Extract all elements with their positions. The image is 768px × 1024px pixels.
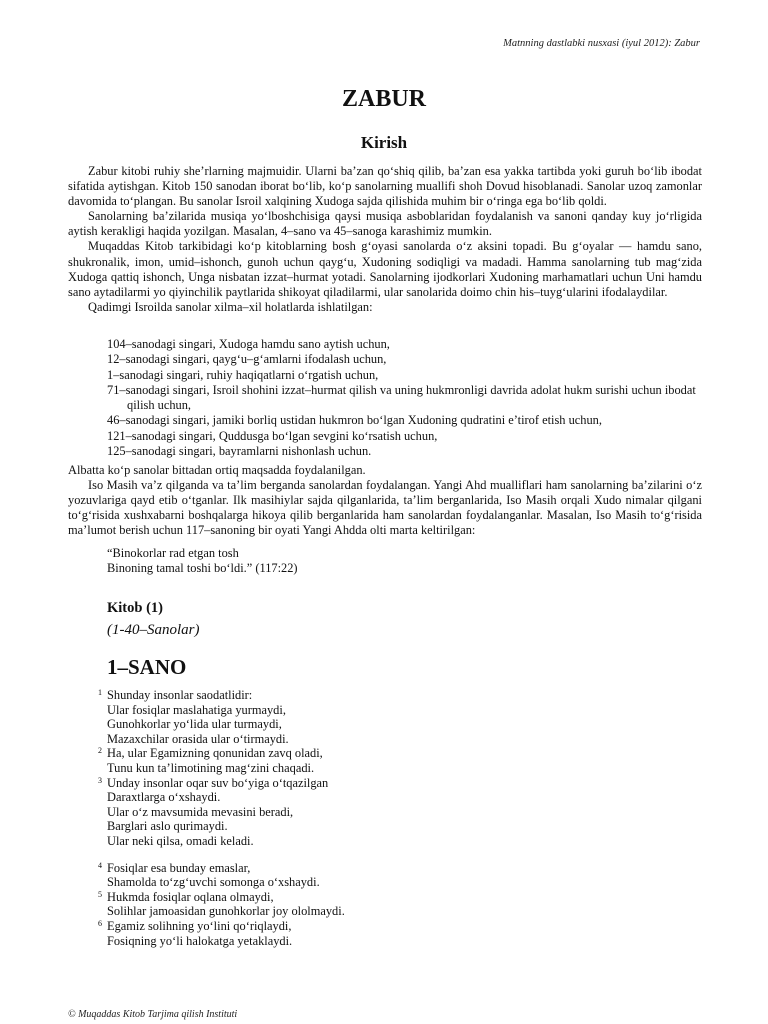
verse-text: Daraxtlarga o‘xshaydi. bbox=[107, 790, 221, 805]
intro-paragraph: Qadimgi Isroilda sanolar xilma–xil holatlarda ishlatilgan: bbox=[88, 299, 373, 314]
verse-text: Barglari aslo qurimaydi. bbox=[107, 819, 228, 834]
verse-text: Ha, ular Egamizning qonunidan zavq oladi, bbox=[107, 746, 323, 761]
running-header: Matnning dastlabki nusxasi (iyul 2012): Zabur bbox=[503, 38, 700, 49]
verse-text: Hukmda fosiqlar oqlana olmaydi, bbox=[107, 889, 274, 904]
verse-line bbox=[98, 746, 345, 761]
intro-paragraph: Muqaddas Kitob tarkibidagi ko‘p kitoblarning bosh g‘oyasi sanolarda o‘z aksini topadi. Bu g‘oyalar — hamdu sano, shukronalik, imon, umid–ishonch, gunoh uchun qayg‘u, Xudoning sodiqligi va madadi. Hamma sanolarning tub mag‘zida Xudoga qattiq ishonch, Unga nisbatan izzat–hurmat yotadi. Sanolarning ijodkorlari Xudoning marhamatlari uchun Uni hamdu sano aytadilarmi yo qiyinchilik paytlarida shikoyat qiladilarmi, ular sanolarida doimo chin his–tuyg‘ularini ifodalaydilar. bbox=[68, 239, 702, 299]
list-item: 46–sanodagi singari, jamiki borliq ustidan hukmron bo‘lgan Xudoning qudratini e’tirof etish uchun, bbox=[107, 413, 602, 428]
verse-number: 6 bbox=[98, 918, 102, 928]
verse-line bbox=[98, 875, 345, 890]
verse-line bbox=[98, 890, 345, 905]
psalm-verses bbox=[98, 688, 345, 948]
verse-line bbox=[98, 703, 345, 718]
page-title: ZABUR bbox=[341, 86, 426, 112]
verse-line bbox=[98, 861, 345, 876]
intro-section bbox=[68, 164, 702, 315]
verse-text: Shamolda to‘zg‘uvchi somonga o‘xshaydi. bbox=[107, 875, 320, 890]
after-list-section bbox=[68, 463, 702, 538]
book-subheading: (1-40–Sanolar) bbox=[107, 622, 200, 638]
paragraph: Albatta ko‘p sanolar bittadan ortiq maqsadda foydalanilgan. bbox=[68, 463, 366, 477]
verse-line bbox=[98, 834, 345, 849]
verse-text: Ular neki qilsa, omadi keladi. bbox=[107, 833, 254, 848]
verse-text: Mazaxchilar orasida ular o‘tirmaydi. bbox=[107, 731, 289, 746]
verse-text: Solihlar jamoasidan gunohkorlar joy ololmaydi. bbox=[107, 904, 345, 919]
book-heading: Kitob (1) bbox=[107, 600, 163, 616]
psalm-heading: 1–SANO bbox=[107, 655, 187, 679]
intro-paragraph: Zabur kitobi ruhiy she’rlarning majmuidir. Ularni ba’zan qo‘shiq qilib, ba’zan esa yakka tartibda yoki guruh bo‘lib ibodat sifatida aytishgan. Kitob 150 sanodan iborat bo‘lib, ko‘p sanolarning muallifi shoh Dovud hisoblanadi. Sanolar uzoq zamonlar davomida to‘plangan. Bu sanolar Isroil xalqining Xudoga sajda qilishida muhim bir o‘ringa ega bo‘lib qoldi. bbox=[68, 164, 702, 209]
verse-line bbox=[98, 919, 345, 934]
list-item: 71–sanodagi singari, Isroil shohini izzat–hurmat qilish va uning hukmronligi davrida adolat hukm surishi uchun ibodat qilish uchun, bbox=[107, 382, 696, 413]
list-item: 1–sanodagi singari, ruhiy haqiqatlarni o‘rgatish uchun, bbox=[107, 367, 379, 382]
verse-text: Fosiqlar esa bunday emaslar, bbox=[107, 860, 251, 875]
verse-line bbox=[98, 805, 345, 820]
verse-number: 4 bbox=[98, 860, 102, 870]
verse-text: Ular o‘z mavsumida mevasini beradi, bbox=[107, 804, 294, 819]
verse-line bbox=[98, 688, 345, 703]
paragraph: Iso Masih va’z qilganda va ta’lim berganda sanolardan foydalangan. Yangi Ahd mualliflari ham sanolarning ba’zilarini o‘z yozuvlariga qayd etib o‘tganlar. Ilk masihiylar sajda qilganlarida, ta’lim berganlarida, Iso Masih orqali Xudo nimalar qilgani to‘g‘risida xushxabarni boshqalarga hikoya qilib berganlarida ham sanolardan foydalanganlar. Masalan, Iso Masih to‘g‘risida ma’lumot berish uchun 117–sanoning bir oyati Yangi Ahdda olti marta keltirilgan: bbox=[68, 478, 702, 538]
verse-line bbox=[98, 819, 345, 834]
verse-text: Fosiqning yo‘li halokatga yetaklaydi. bbox=[107, 933, 293, 948]
usage-list bbox=[107, 337, 702, 459]
verse-line bbox=[98, 717, 345, 732]
quote-line: Binoning tamal toshi bo‘ldi.” (117:22) bbox=[107, 561, 298, 576]
verse-number: 1 bbox=[98, 688, 102, 697]
copyright-footer: © Muqaddas Kitob Tarjima qilish Instituti bbox=[68, 1009, 238, 1020]
verse-line bbox=[98, 732, 345, 747]
intro-paragraph: Sanolarning ba’zilarida musiqa yo‘lboshchisiga qaysi musiqa asboblaridan foydalanish va sanoni qanday kuy jo‘rligida aytish kerakligi haqida yozilgan. Masalan, 4–sano va 45–sanoga karashimiz mumkin. bbox=[68, 209, 702, 239]
list-item: 125–sanodagi singari, bayramlarni nishonlash uchun. bbox=[107, 444, 372, 459]
section-heading-introduction: Kirish bbox=[360, 133, 408, 152]
list-item: 12–sanodagi singari, qayg‘u–g‘amlarni ifodalash uchun, bbox=[107, 352, 387, 367]
verse-text: Ular fosiqlar maslahatiga yurmaydi, bbox=[107, 702, 286, 717]
verse-text: Unday insonlar oqar suv bo‘yiga o‘tqazilgan bbox=[107, 775, 329, 790]
list-item: 104–sanodagi singari, Xudoga hamdu sano aytish uchun, bbox=[107, 337, 390, 351]
stanza-break bbox=[98, 849, 345, 861]
verse-text: Shunday insonlar saodatlidir: bbox=[107, 688, 253, 702]
verse-line bbox=[98, 904, 345, 919]
verse-line bbox=[98, 776, 345, 791]
verse-line bbox=[98, 790, 345, 805]
verse-line bbox=[98, 761, 345, 776]
list-item: 121–sanodagi singari, Quddusga bo‘lgan sevgini ko‘rsatish uchun, bbox=[107, 428, 438, 443]
quote-line: “Binokorlar rad etgan tosh bbox=[107, 546, 239, 560]
verse-text: Egamiz solihning yo‘lini qo‘riqlaydi, bbox=[107, 918, 292, 933]
scripture-quote bbox=[107, 546, 298, 577]
verse-number: 3 bbox=[98, 775, 102, 785]
verse-line bbox=[98, 934, 345, 949]
verse-number: 5 bbox=[98, 889, 102, 899]
verse-number: 2 bbox=[98, 746, 102, 756]
verse-text: Gunohkorlar yo‘lida ular turmaydi, bbox=[107, 717, 282, 732]
verse-text: Tunu kun ta’limotining mag‘zini chaqadi. bbox=[107, 760, 315, 775]
